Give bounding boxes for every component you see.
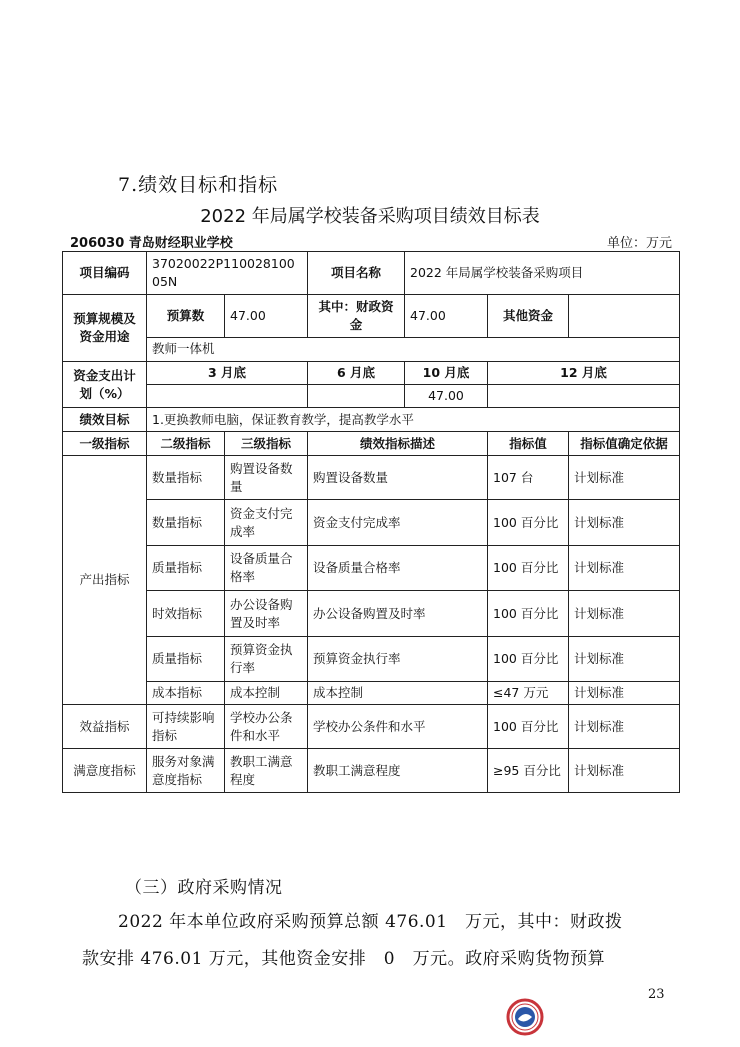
level3-indicator: 办公设备购置及时率 — [225, 591, 308, 637]
paragraph-line-1: 2022 年本单位政府采购预算总额 476.01 万元，其中：财政拨 — [118, 912, 623, 932]
header-description: 绩效指标描述 — [308, 432, 488, 456]
indicator-basis: 计划标准 — [569, 591, 680, 637]
level2-indicator: 时效指标 — [147, 591, 225, 637]
indicator-row — [63, 749, 680, 793]
indicator-description: 资金支付完成率 — [308, 500, 488, 546]
project-code-label: 项目编码 — [63, 252, 147, 295]
fiscal-value: 47.00 — [405, 295, 488, 338]
budget-scale-label: 预算规模及资金用途 — [63, 295, 147, 362]
goal-label: 绩效目标 — [63, 408, 147, 432]
project-name-label: 项目名称 — [308, 252, 405, 295]
indicator-value: ≤47 万元 — [488, 682, 569, 705]
indicator-basis: 计划标准 — [569, 546, 680, 591]
indicator-row — [63, 456, 680, 500]
header-value: 指标值 — [488, 432, 569, 456]
indicator-row — [63, 591, 680, 637]
month-value-6 — [308, 385, 405, 408]
header-basis: 指标值确定依据 — [569, 432, 680, 456]
indicator-value: ≥95 百分比 — [488, 749, 569, 793]
project-code: 37020022P11002810005N — [147, 252, 308, 295]
indicator-row — [63, 682, 680, 705]
level3-indicator: 学校办公条件和水平 — [225, 705, 308, 749]
level3-indicator: 资金支付完成率 — [225, 500, 308, 546]
indicator-row — [63, 500, 680, 546]
indicator-row — [63, 546, 680, 591]
goal-text: 1.更换教师电脑，保证教育教学，提高教学水平 — [147, 408, 680, 432]
month-header-6: 6 月底 — [308, 362, 405, 385]
level1-indicator: 效益指标 — [63, 705, 147, 749]
project-name: 2022 年局属学校装备采购项目 — [405, 252, 680, 295]
level2-indicator: 质量指标 — [147, 637, 225, 682]
table-title: 2022 年局属学校装备采购项目绩效目标表 — [200, 206, 540, 227]
indicator-value: 100 百分比 — [488, 546, 569, 591]
other-funds-label: 其他资金 — [488, 295, 569, 338]
month-value-12 — [488, 385, 680, 408]
indicator-basis: 计划标准 — [569, 637, 680, 682]
indicator-row — [63, 637, 680, 682]
level1-indicator: 产出指标 — [63, 456, 147, 705]
plan-label: 资金支出计划（%） — [63, 362, 147, 408]
indicator-value: 100 百分比 — [488, 500, 569, 546]
indicator-description: 设备质量合格率 — [308, 546, 488, 591]
month-value-3 — [147, 385, 308, 408]
indicator-row — [63, 705, 680, 749]
performance-table — [62, 251, 680, 793]
fund-usage: 教师一体机 — [147, 338, 680, 362]
indicator-basis: 计划标准 — [569, 456, 680, 500]
indicator-basis: 计划标准 — [569, 749, 680, 793]
section-heading: 7.绩效目标和指标 — [118, 174, 279, 196]
level3-indicator: 教职工满意程度 — [225, 749, 308, 793]
indicator-basis: 计划标准 — [569, 500, 680, 546]
school-logo-icon — [506, 998, 544, 1036]
level2-indicator: 质量指标 — [147, 546, 225, 591]
month-header-12: 12 月底 — [488, 362, 680, 385]
level2-indicator: 可持续影响指标 — [147, 705, 225, 749]
unit-label: 单位：万元 — [606, 236, 672, 251]
indicator-description: 购置设备数量 — [308, 456, 488, 500]
fiscal-label: 其中：财政资金 — [308, 295, 405, 338]
level2-indicator: 数量指标 — [147, 500, 225, 546]
level2-indicator: 成本指标 — [147, 682, 225, 705]
paragraph-line-2: 款安排 476.01 万元，其他资金安排 0 万元。政府采购货物预算 — [82, 949, 606, 969]
indicator-description: 办公设备购置及时率 — [308, 591, 488, 637]
level2-indicator: 数量指标 — [147, 456, 225, 500]
indicator-description: 教职工满意程度 — [308, 749, 488, 793]
other-funds-value — [569, 295, 680, 338]
level3-indicator: 预算资金执行率 — [225, 637, 308, 682]
month-value-10: 47.00 — [405, 385, 488, 408]
budget-label: 预算数 — [147, 295, 225, 338]
page-number: 23 — [648, 987, 665, 1002]
month-header-3: 3 月底 — [147, 362, 308, 385]
level2-indicator: 服务对象满意度指标 — [147, 749, 225, 793]
indicator-basis: 计划标准 — [569, 705, 680, 749]
level1-indicator: 满意度指标 — [63, 749, 147, 793]
indicator-value: 107 台 — [488, 456, 569, 500]
indicator-value: 100 百分比 — [488, 705, 569, 749]
level3-indicator: 购置设备数量 — [225, 456, 308, 500]
budget-value: 47.00 — [225, 295, 308, 338]
indicator-description: 学校办公条件和水平 — [308, 705, 488, 749]
indicator-basis: 计划标准 — [569, 682, 680, 705]
level3-indicator: 成本控制 — [225, 682, 308, 705]
indicator-description: 成本控制 — [308, 682, 488, 705]
header-level3: 三级指标 — [225, 432, 308, 456]
level3-indicator: 设备质量合格率 — [225, 546, 308, 591]
header-level1: 一级指标 — [63, 432, 147, 456]
month-header-10: 10 月底 — [405, 362, 488, 385]
indicator-description: 预算资金执行率 — [308, 637, 488, 682]
indicator-value: 100 百分比 — [488, 591, 569, 637]
gov-procurement-heading: （三）政府采购情况 — [125, 878, 283, 898]
unit-name: 206030 青岛财经职业学校 — [70, 236, 233, 251]
indicator-value: 100 百分比 — [488, 637, 569, 682]
header-level2: 二级指标 — [147, 432, 225, 456]
